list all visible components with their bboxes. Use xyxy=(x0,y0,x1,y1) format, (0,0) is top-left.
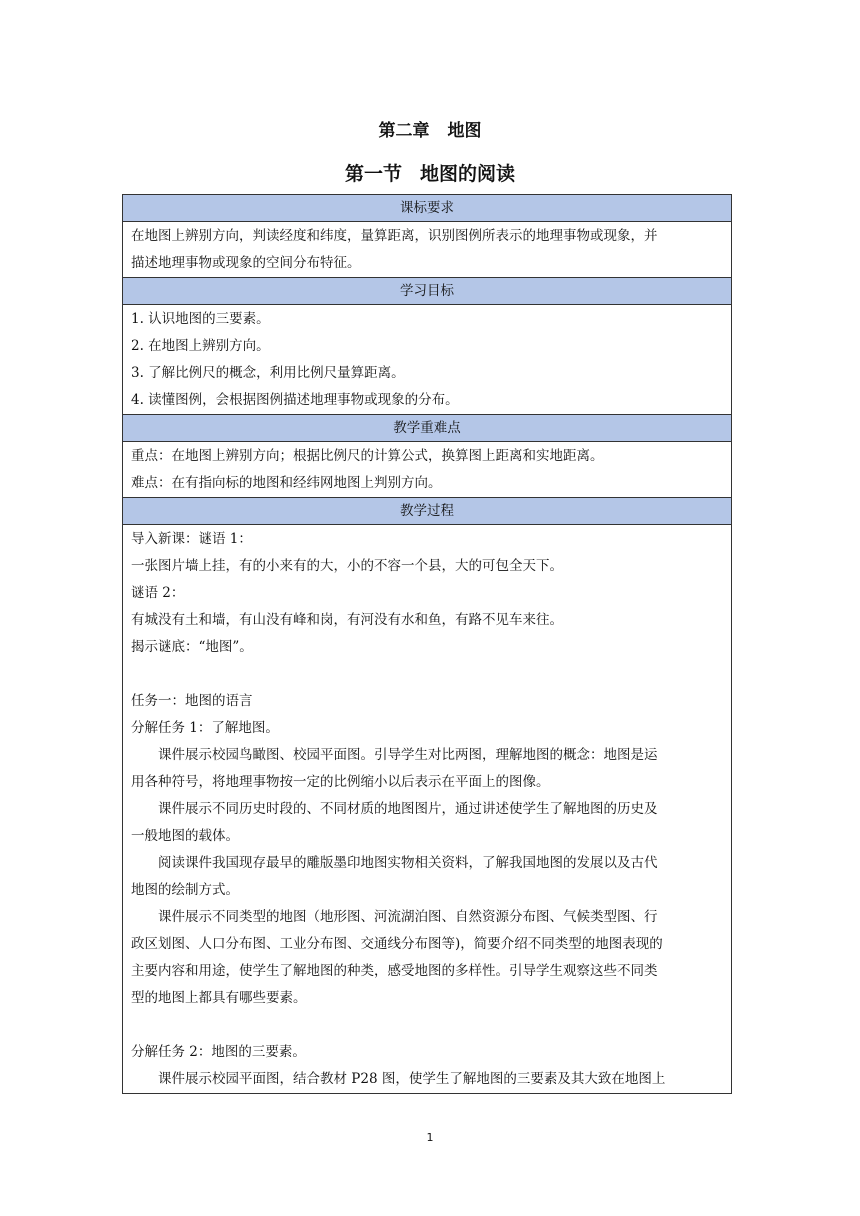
process-line: 政区划图、人口分布图、工业分布图、交通线分布图等)，简要介绍不同类型的地图表现的 xyxy=(131,936,663,952)
goal-item: 1. 认识地图的三要素。 xyxy=(131,311,270,327)
process-line: 主要内容和用途，使学生了解地图的种类，感受地图的多样性。引导学生观察这些不同类 xyxy=(131,963,658,979)
process-line: 一张图片墙上挂，有的小来有的大，小的不容一个县，大的可包全天下。 xyxy=(131,558,563,574)
standards-line: 描述地理事物或现象的空间分布特征。 xyxy=(131,255,361,271)
process-line: 地图的绘制方式。 xyxy=(131,882,239,898)
lesson-plan-table xyxy=(122,194,732,1094)
standards-line: 在地图上辨别方向，判读经度和纬度，量算距离，识别图例所表示的地理事物或现象，并 xyxy=(131,228,658,244)
section-name: 地图的阅读 xyxy=(420,163,516,185)
process-line: 用各种符号，将地理事物按一定的比例缩小以后表示在平面上的图像。 xyxy=(131,774,550,790)
process-line: 导入新课：谜语 1： xyxy=(131,531,252,547)
process-line: 课件展示校园平面图，结合教材 P28 图，使学生了解地图的三要素及其大致在地图上 xyxy=(158,1071,666,1087)
page-number: 1 xyxy=(426,1131,434,1144)
chapter-number: 第二章 xyxy=(378,121,430,141)
difficulty-line: 难点：在有指向标的地图和经纬网地图上判别方向。 xyxy=(131,475,442,491)
standards-header: 课标要求 xyxy=(123,195,731,222)
section-title xyxy=(0,159,860,186)
process-line: 课件展示不同类型的地图（地形图、河流湖泊图、自然资源分布图、气候类型图、行 xyxy=(158,909,658,925)
process-line: 课件展示校园鸟瞰图、校园平面图。引导学生对比两图，理解地图的概念：地图是运 xyxy=(158,747,658,763)
goals-body xyxy=(123,305,731,415)
goal-item: 4. 读懂图例，会根据图例描述地理事物或现象的分布。 xyxy=(131,392,459,408)
chapter-name: 地图 xyxy=(447,121,482,141)
process-header: 教学过程 xyxy=(123,498,731,525)
process-line: 分解任务 1：了解地图。 xyxy=(131,720,279,736)
process-body xyxy=(123,525,731,1093)
process-line: 一般地图的载体。 xyxy=(131,828,239,844)
key-points-header: 教学重难点 xyxy=(123,415,731,442)
goals-header: 学习目标 xyxy=(123,278,731,305)
blank-line xyxy=(131,661,724,688)
process-line: 型的地图上都具有哪些要素。 xyxy=(131,990,307,1006)
goal-item: 3. 了解比例尺的概念，利用比例尺量算距离。 xyxy=(131,365,405,381)
process-line: 阅读课件我国现存最早的雕版墨印地图实物相关资料，了解我国地图的发展以及古代 xyxy=(158,855,658,871)
chapter-title xyxy=(0,116,860,141)
process-line: 任务一：地图的语言 xyxy=(131,693,253,709)
section-number: 第一节 xyxy=(344,163,402,185)
key-point-line: 重点：在地图上辨别方向；根据比例尺的计算公式，换算图上距离和实地距离。 xyxy=(131,448,604,464)
process-line: 分解任务 2：地图的三要素。 xyxy=(131,1044,306,1060)
process-line: 揭示谜底：“地图”。 xyxy=(131,639,253,655)
blank-line xyxy=(131,1012,724,1039)
process-line: 谜语 2： xyxy=(131,585,185,601)
goal-item: 2. 在地图上辨别方向。 xyxy=(131,338,270,354)
process-line: 有城没有土和墙，有山没有峰和岗，有河没有水和鱼，有路不见车来往。 xyxy=(131,612,563,628)
standards-body xyxy=(123,222,731,278)
process-line: 课件展示不同历史时段的、不同材质的地图图片，通过讲述使学生了解地图的历史及 xyxy=(158,801,658,817)
key-points-body xyxy=(123,442,731,498)
